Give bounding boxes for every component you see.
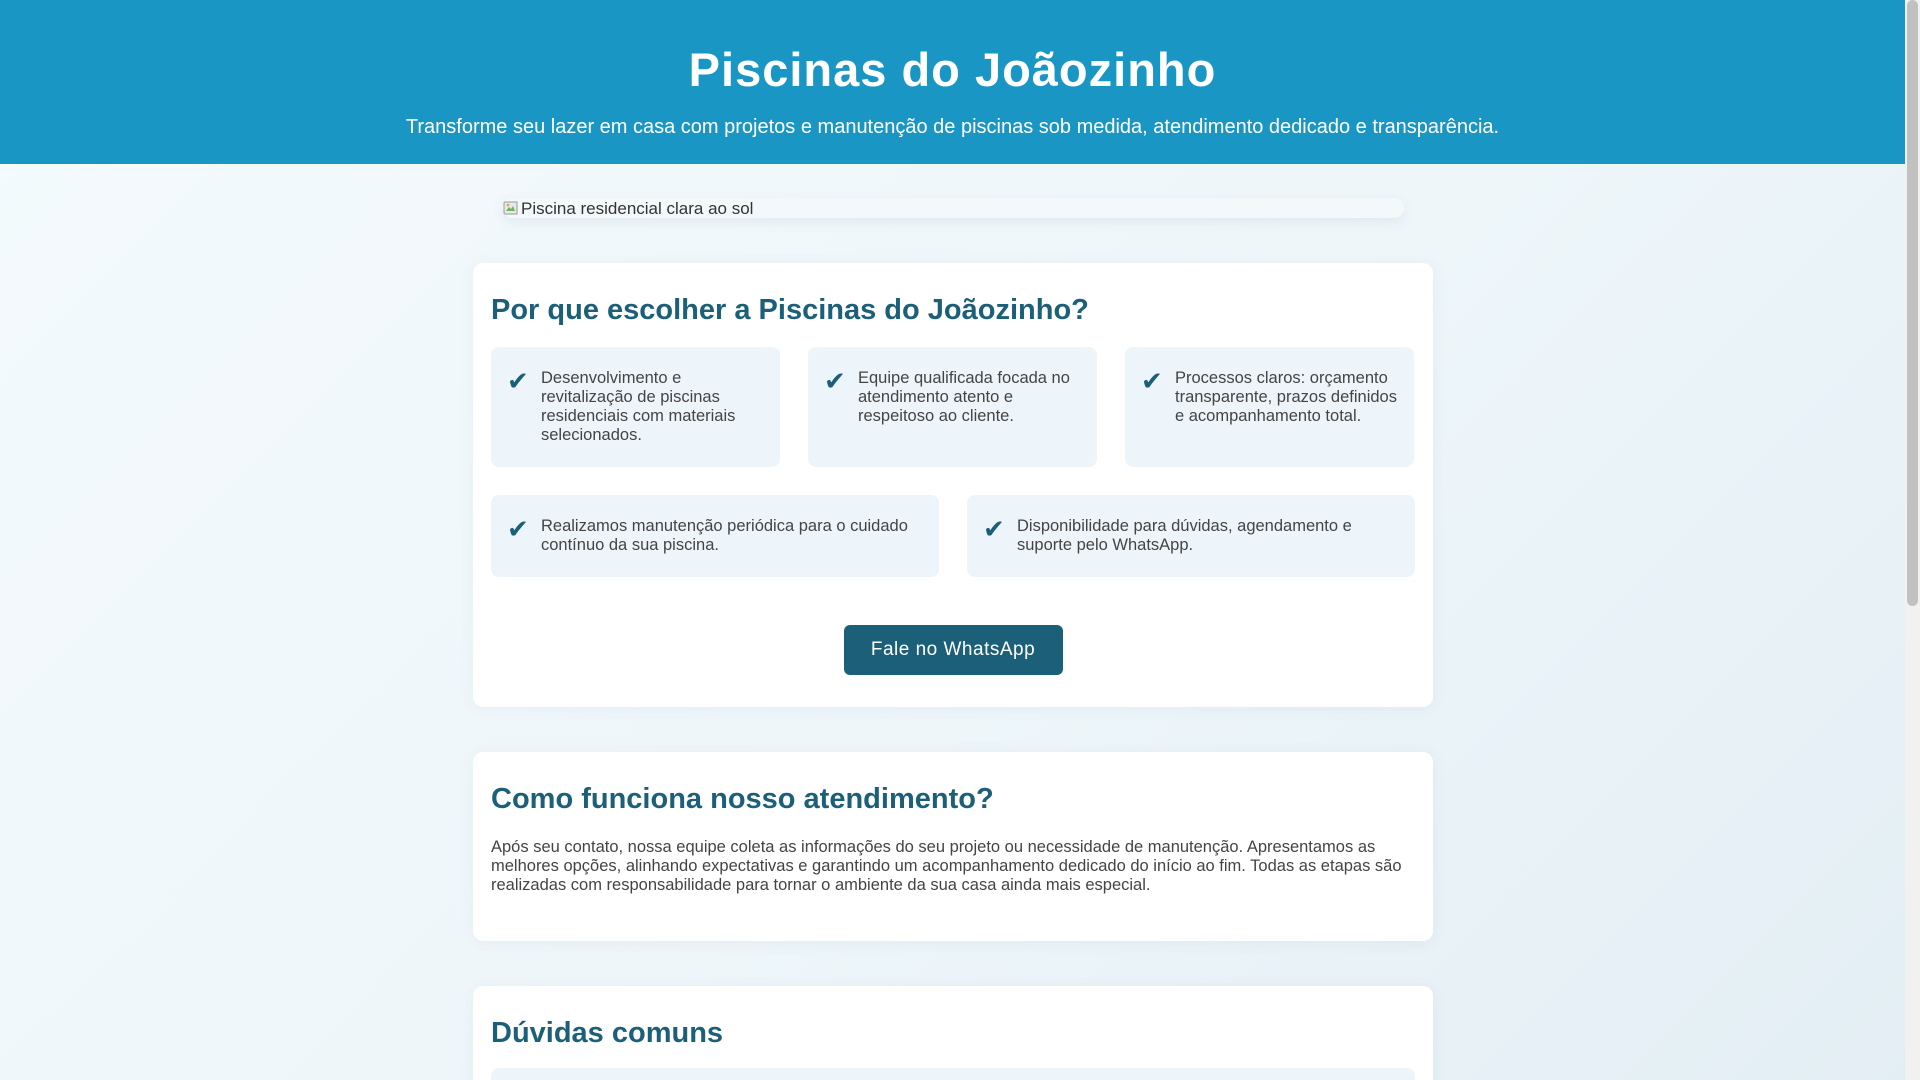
broken-image-icon xyxy=(503,200,519,216)
faq-item[interactable] xyxy=(491,1068,1415,1080)
why-choose-title: Por que escolher a Piscinas do Joãozinho? xyxy=(491,294,1089,326)
feature-text: Disponibilidade para dúvidas, agendamento e suporte pelo WhatsApp. xyxy=(1017,517,1352,554)
how-it-works-title: Como funciona nosso atendimento? xyxy=(491,783,994,815)
page-scrollbar[interactable] xyxy=(1905,0,1920,1080)
feature-item-support xyxy=(967,495,1415,577)
feature-item-team xyxy=(808,347,1097,467)
features-row-1 xyxy=(491,347,1415,467)
checkmark-icon: ✔ xyxy=(824,366,846,396)
how-it-works-text: Após seu contato, nossa equipe coleta as informações do seu projeto ou necessidade de manutenção. Apresentamos as melhores opções, alinhando expectativas e garantindo um acompanhamento dedicado do início ao fim. Todas as etapas são realizadas com responsabilidade para tornar o ambiente da sua casa ainda mais especial. xyxy=(491,838,1402,894)
page-subtitle: Transforme seu lazer em casa com projetos e manutenção de piscinas sob medida, atendimento dedicado e transparência. xyxy=(405,116,1500,138)
hero-image-alt xyxy=(503,199,753,218)
checkmark-icon: ✔ xyxy=(983,514,1005,544)
features-row-2 xyxy=(491,495,1415,577)
scrollbar-thumb[interactable] xyxy=(1907,0,1918,606)
how-it-works-section xyxy=(473,752,1433,941)
page-title: Piscinas do Joãozinho xyxy=(688,43,1217,96)
feature-text: Processos claros: orçamento transparente, prazos definidos e acompanhamento total. xyxy=(1175,369,1397,425)
checkmark-icon: ✔ xyxy=(1141,366,1163,396)
feature-text: Desenvolvimento e revitalização de piscinas residenciais com materiais selecionados. xyxy=(541,369,736,444)
whatsapp-button[interactable]: Fale no WhatsApp xyxy=(844,625,1063,675)
feature-item-maintenance xyxy=(491,495,939,577)
why-choose-section xyxy=(473,263,1433,707)
feature-item-design xyxy=(491,347,780,467)
feature-item-process xyxy=(1125,347,1414,467)
faq-title: Dúvidas comuns xyxy=(491,1017,724,1049)
checkmark-icon: ✔ xyxy=(507,514,529,544)
checkmark-icon: ✔ xyxy=(507,366,529,396)
hero-image-alt-text: Piscina residencial clara ao sol xyxy=(521,199,754,218)
site-header xyxy=(0,0,1905,164)
feature-text: Realizamos manutenção periódica para o cuidado contínuo da sua piscina. xyxy=(541,517,908,554)
faq-section xyxy=(473,986,1433,1080)
cta-wrap xyxy=(491,625,1415,675)
hero-image xyxy=(502,198,1404,218)
feature-text: Equipe qualificada focada no atendimento atento e respeitoso ao cliente. xyxy=(858,369,1070,425)
